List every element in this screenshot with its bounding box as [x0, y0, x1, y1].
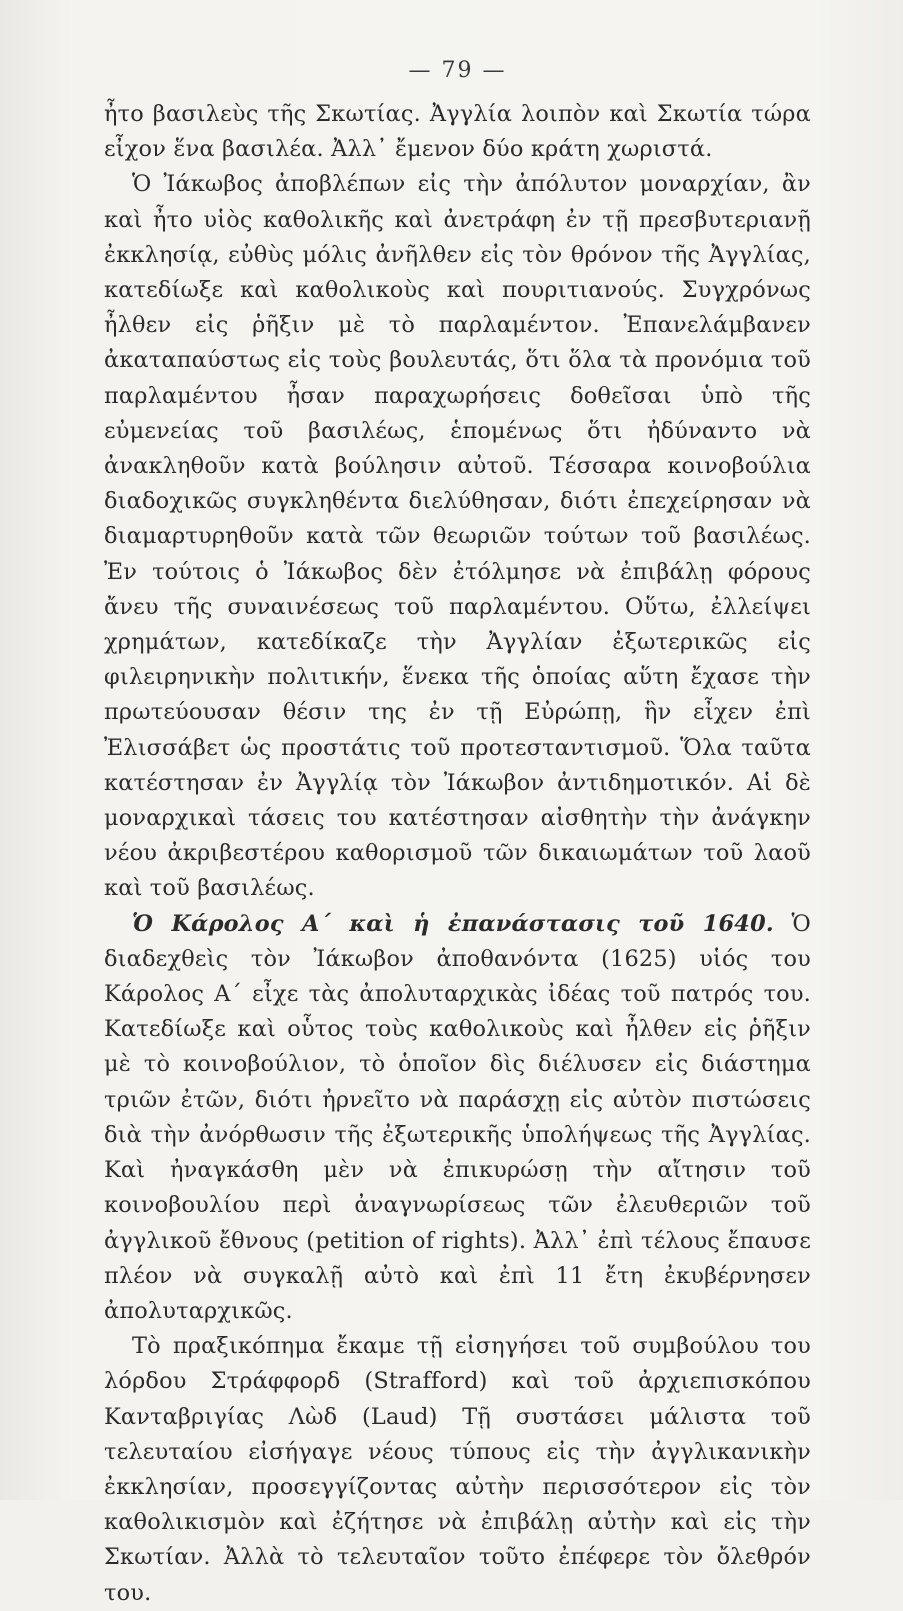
paragraph-4: Τὸ πραξικόπημα ἔκαμε τῇ εἰσηγήσει τοῦ συμβούλου του λόρδου Στράφφορδ (Strafford) καὶ τοῦ ἀρχιεπισκόπου Κανταβριγίας Λὼδ (Laud) Τῇ συστάσει μάλιστα τοῦ τελευταίου εἰσήγαγε νέους τύπους εἰς τὴν ἀγγλικανικὴν ἐκκλησίαν, προσεγγίζοντας αὐτὴν περισσότερον εἰς τὸν καθολικισμὸν καὶ ἐζήτησε νὰ ἐπιβάλῃ αὐτὴν καὶ εἰς τὴν Σκωτίαν. Ἀλλὰ τὸ τελευταῖον τοῦτο ἐπέφερε τὸν ὄλεθρόν του. — [104, 1333, 811, 1606]
paragraph-1: ἦτο βασιλεὺς τῆς Σκωτίας. Ἀγγλία λοιπὸν καὶ Σκωτία τώρα εἶχον ἕνα βασιλέα. Ἀλλ᾿ ἔμενον δύο κράτη χωριστά. — [104, 101, 811, 163]
paragraph-2: Ὁ Ἰάκωβος ἀποβλέπων εἰς τὴν ἀπόλυτον μοναρχίαν, ἂν καὶ ἦτο υἱὸς καθολικῆς καὶ ἀνετράφη ἐν τῇ πρεσβυτεριανῇ ἐκκλησίᾳ, εὐθὺς μόλις ἀνῆλθεν εἰς τὸν θρόνον τῆς Ἀγγλίας, κατεδίωξε καὶ καθολικοὺς καὶ πουριτιανούς. Συγχρόνως ἦλθεν εἰς ῥῆξιν μὲ τὸ παρλαμέντον. Ἐπανελάμβανεν ἀκαταπαύστως εἰς τοὺς βουλευτάς, ὅτι ὅλα τὰ προνόμια τοῦ παρλαμέντου ἦσαν παραχωρήσεις δοθεῖσαι ὑπὸ τῆς εὐμενείας τοῦ βασιλέως, ἑπομένως ὅτι ἠδύναντο νὰ ἀνακληθοῦν κατὰ βούλησιν αὐτοῦ. Τέσσαρα κοινοβούλια διαδοχικῶς συγκληθέντα διελύθησαν, διότι ἐπεχείρησαν νὰ διαμαρτυρηθοῦν κατὰ τῶν θεωριῶν τούτων τοῦ βασιλέως. Ἐν τούτοις ὁ Ἰάκωβος δὲν ἐτόλμησε νὰ ἐπιβάλῃ φόρους ἄνευ τῆς συναινέσεως τοῦ παρλαμέντου. Οὕτω, ἐλλείψει χρημάτων, κατεδίκαζε τὴν Ἀγγλίαν ἐξωτερικῶς εἰς φιλειρηνικὴν πολιτικήν, ἕνεκα τῆς ὁποίας αὕτη ἔχασε τὴν πρωτεύουσαν θέσιν της ἐν τῇ Εὐρώπῃ, ἣν εἶχεν ἐπὶ Ἐλισσάβετ ὡς προστάτις τοῦ προτεσταντισμοῦ. Ὅλα ταῦτα κατέστησαν ἐν Ἀγγλίᾳ τὸν Ἰάκωβον ἀντιδημοτικόν. Αἱ δὲ μοναρχικαὶ τάσεις του κατέστησαν αἰσθητὴν τὴν ἀνάγκην νέου ἀκριβεστέρου καθορισμοῦ τῶν δικαιωμάτων τοῦ λαοῦ καὶ τοῦ βασιλέως. — [104, 171, 811, 902]
section-heading: Ὁ Κάρολος Α΄ καὶ ἡ ἐπανάστασις τοῦ 1640. — [132, 910, 774, 937]
paragraph-3-text: Ὁ διαδεχθεὶς τὸν Ἰάκωβον ἀποθανόντα (1625) υἱός του Κάρολος Α΄ εἶχε τὰς ἀπολυταρχικὰς ἰδέας τοῦ πατρός του. Κατεδίωξε καὶ οὗτος τοὺς καθολικοὺς καὶ ἦλθεν εἰς ῥῆξιν μὲ τὸ κοινοβούλιον, τὸ ὁποῖον δὶς διέλυσεν εἰς διάστημα τριῶν ἐτῶν, διότι ἠρνεῖτο νὰ παράσχῃ εἰς αὐτὸν πιστώσεις διὰ τὴν ἀνόρθωσιν τῆς ἐξωτερικῆς ὑπολήψεως τῆς Ἀγγλίας. Καὶ ἠναγκάσθη μὲν νὰ ἐπικυρώσῃ τὴν αἴτησιν τοῦ κοινοβουλίου περὶ ἀναγνωρίσεως τῶν ἐλευθεριῶν τοῦ ἀγγλικοῦ ἔθνους (petition of rights). Ἀλλ᾿ ἐπὶ τέλους ἔπαυσε πλέον νὰ συγκαλῇ αὐτὸ καὶ ἐπὶ 11 ἔτη ἐκυβέρνησεν ἀπολυταρχικῶς. — [104, 910, 811, 1324]
body-text — [104, 97, 811, 1611]
page-number: — 79 — — [408, 58, 507, 83]
paragraph-3 — [104, 907, 811, 1329]
